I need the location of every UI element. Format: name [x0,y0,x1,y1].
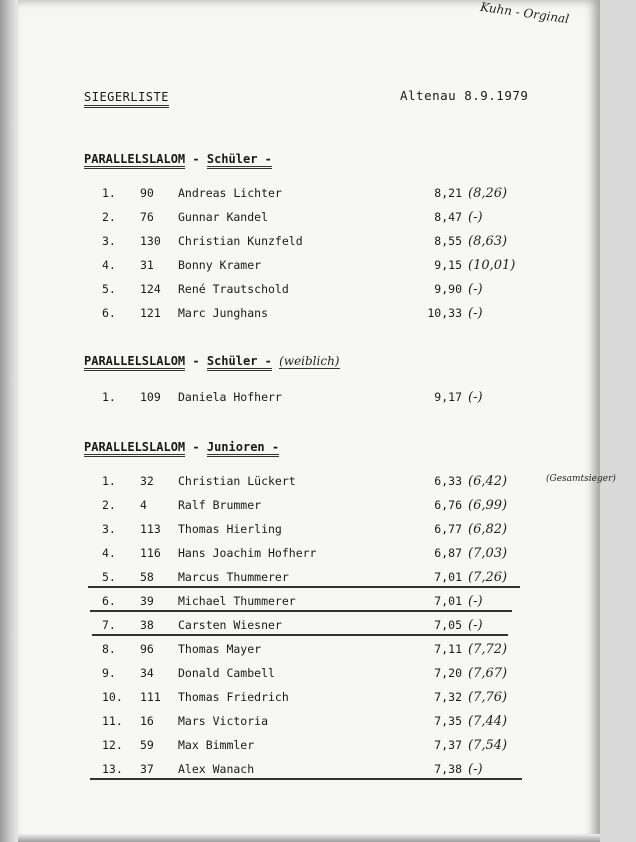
section-heading-2-part-a: PARALLELSLALOM [84,354,185,371]
rank: 4. [102,546,116,560]
handwritten-time: (-) [468,306,483,321]
rank: 3. [102,522,116,536]
handwritten-time: (-) [468,618,483,633]
start-number: 31 [140,258,154,272]
athlete-name: Thomas Mayer [178,642,262,656]
section-heading-3-part-a: PARALLELSLALOM [84,440,185,457]
time: 9,90 [434,282,462,296]
handwritten-time: (-) [468,762,483,777]
time: 7,35 [434,714,462,728]
start-number: 109 [140,390,161,404]
rank: 2. [102,210,116,224]
athlete-name: Thomas Hierling [178,522,282,536]
rank: 1. [102,474,116,488]
start-number: 34 [140,666,154,680]
time: 9,17 [434,390,462,404]
handwritten-underline [90,778,522,780]
handwritten-time: (7,54) [468,738,508,753]
section-heading-1-part-b: Schüler - [207,152,272,169]
rank: 10. [102,690,123,704]
athlete-name: Donald Cambell [178,666,275,680]
start-number: 121 [140,306,161,320]
section-heading-2-extra: (weiblich) [279,354,340,368]
handwritten-time: (7,67) [468,666,508,681]
section-heading-2-part-b: Schüler - [207,354,272,371]
rank: 12. [102,738,123,752]
time: 7,05 [434,618,462,632]
time: 8,21 [434,186,462,200]
rank: 8. [102,642,116,656]
start-number: 96 [140,642,154,656]
handwritten-time: (7,03) [468,546,508,561]
handwritten-underline [88,586,520,588]
time: 9,15 [434,258,462,272]
time: 7,11 [434,642,462,656]
athlete-name: Christian Kunzfeld [178,234,303,248]
athlete-name: Carsten Wiesner [178,618,282,632]
rank: 6. [102,306,116,320]
time: 6,77 [434,522,462,536]
athlete-name: Max Bimmler [178,738,255,752]
handwritten-time: (7,76) [468,690,508,705]
handwritten-note: Kuhn - Orginal [479,0,570,27]
rank: 1. [102,186,116,200]
time: 6,87 [434,546,462,560]
rank: 5. [102,282,116,296]
handwritten-time: (6,99) [468,498,508,513]
start-number: 76 [140,210,154,224]
athlete-name: Christian Lückert [178,474,296,488]
rank: 1. [102,390,116,404]
start-number: 59 [140,738,154,752]
list-title [84,90,169,104]
handwritten-time: (-) [468,390,483,405]
time: 7,01 [434,594,462,608]
page-bottom-edge [18,834,600,842]
rank: 13. [102,762,123,776]
rank: 5. [102,570,116,584]
handwritten-time: (10,01) [468,258,516,273]
athlete-name: Bonny Kramer [178,258,262,272]
handwritten-time: (-) [468,210,483,225]
start-number: 39 [140,594,154,608]
document-page [18,0,616,842]
handwritten-time: (7,72) [468,642,508,657]
start-number: 116 [140,546,161,560]
rank: 2. [102,498,116,512]
time: 7,32 [434,690,462,704]
page-edge-shadow [0,0,18,842]
athlete-name: Gunnar Kandel [178,210,269,224]
athlete-name: Alex Wanach [178,762,255,776]
handwritten-underline [92,634,508,636]
start-number: 113 [140,522,161,536]
time: 8,55 [434,234,462,248]
athlete-name: Thomas Friedrich [178,690,289,704]
handwritten-time: (-) [468,282,483,297]
time: 8,47 [434,210,462,224]
time: 10,33 [427,306,462,320]
section-heading-1: PARALLELSLALOM - Schüler - [84,152,272,166]
section-heading-3: PARALLELSLALOM - Junioren - [84,440,279,454]
handwritten-time: (6,42) [468,474,508,489]
section-heading-1-part-a: PARALLELSLALOM [84,152,185,169]
rank: 9. [102,666,116,680]
handwritten-time: (8,63) [468,234,508,249]
start-number: 32 [140,474,154,488]
rank: 7. [102,618,116,632]
start-number: 16 [140,714,154,728]
start-number: 130 [140,234,161,248]
rank: 11. [102,714,123,728]
handwritten-remark: (Gesamtsieger) [546,474,616,484]
handwritten-time: (-) [468,594,483,609]
start-number: 111 [140,690,161,704]
time: 7,38 [434,762,462,776]
athlete-name: Hans Joachim Hofherr [178,546,317,560]
start-number: 58 [140,570,154,584]
time: 7,20 [434,666,462,680]
athlete-name: Daniela Hofherr [178,390,282,404]
time: 6,76 [434,498,462,512]
place-date: Altenau 8.9.1979 [400,88,529,103]
handwritten-time: (7,26) [468,570,508,585]
section-heading-2: PARALLELSLALOM - Schüler - (weiblich) [84,354,340,368]
handwritten-time: (8,26) [468,186,508,201]
athlete-name: Ralf Brummer [178,498,262,512]
athlete-name: Mars Victoria [178,714,269,728]
time: 7,37 [434,738,462,752]
athlete-name: Marc Junghans [178,306,269,320]
start-number: 90 [140,186,154,200]
athlete-name: Michael Thummerer [178,594,296,608]
athlete-name: René Trautschold [178,282,289,296]
rank: 4. [102,258,116,272]
handwritten-time: (6,82) [468,522,508,537]
time: 6,33 [434,474,462,488]
start-number: 38 [140,618,154,632]
rank: 3. [102,234,116,248]
athlete-name: Marcus Thummerer [178,570,289,584]
section-heading-3-part-b: Junioren - [207,440,279,457]
start-number: 124 [140,282,161,296]
start-number: 37 [140,762,154,776]
athlete-name: Andreas Lichter [178,186,282,200]
rank: 6. [102,594,116,608]
handwritten-time: (7,44) [468,714,508,729]
time: 7,01 [434,570,462,584]
start-number: 4 [140,498,147,512]
handwritten-underline [90,610,512,612]
list-title-text: SIEGERLISTE [84,90,169,108]
